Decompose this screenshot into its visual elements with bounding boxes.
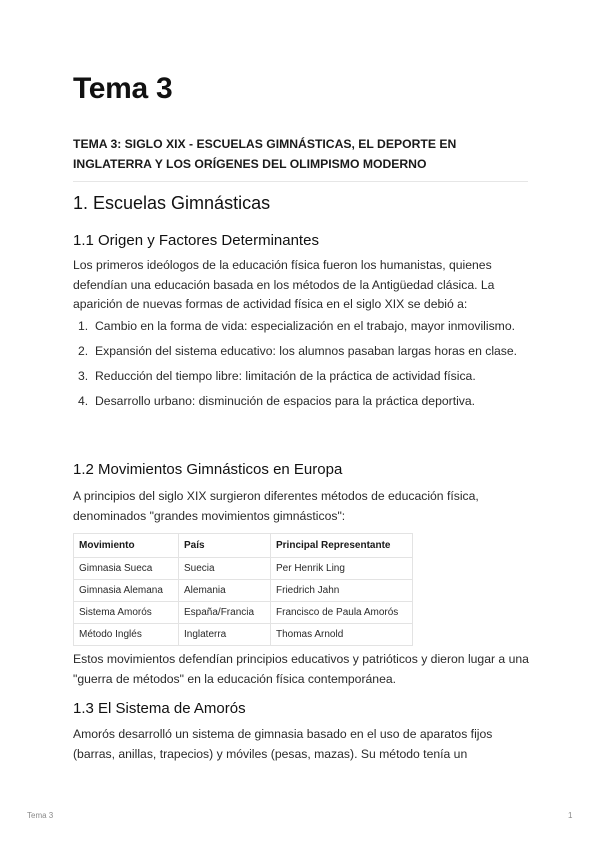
page-title: Tema 3 <box>73 72 173 105</box>
table-cell: Thomas Arnold <box>271 624 413 646</box>
table-cell: Francisco de Paula Amorós <box>271 602 413 624</box>
subsection-heading-origen: 1.1 Origen y Factores Determinantes <box>73 232 319 249</box>
table-row <box>74 580 413 602</box>
list-item: 3. Reducción del tiempo libre: limitación de la práctica de actividad física. <box>78 369 476 383</box>
section-heading-escuelas: 1. Escuelas Gimnásticas <box>73 193 271 213</box>
table-cell: Gimnasia Alemana <box>74 580 179 602</box>
table-row <box>74 624 413 646</box>
table-cell: Friedrich Jahn <box>271 580 413 602</box>
list-item: 2. Expansión del sistema educativo: los alumnos pasaban largas horas en clase. <box>78 344 518 358</box>
paragraph-movimientos: A principios del siglo XIX surgieron diferentes métodos de educación física, denominados "grandes movimientos gimnásticos": <box>73 489 479 523</box>
paragraph-origen: Los primeros ideólogos de la educación física fueron los humanistas, quienes defendían una educación basada en los métodos de la Antigüedad clásica. La aparición de nuevas formas de actividad física en el siglo XIX se debió a: <box>73 258 495 311</box>
list-item: 1. Cambio en la forma de vida: especialización en el trabajo, mayor inmovilismo. <box>78 319 515 333</box>
table-cell: Gimnasia Sueca <box>74 558 179 580</box>
table-header-representante: Principal Representante <box>271 534 413 558</box>
footer-page-number: 1 <box>568 811 573 820</box>
paragraph-guerra-metodos: Estos movimientos defendían principios educativos y patrióticos y dieron lugar a una "guerra de métodos" en la educación física contemporánea. <box>73 652 529 686</box>
table-cell: Alemania <box>179 580 271 602</box>
table-cell: Suecia <box>179 558 271 580</box>
footer-doc-title: Tema 3 <box>27 811 54 820</box>
page-subtitle: TEMA 3: SIGLO XIX - ESCUELAS GIMNÁSTICAS, EL DEPORTE EN INGLATERRA Y LOS ORÍGENES DEL OLIMPISMO MODERNO <box>73 134 528 182</box>
subsection-heading-movimientos: 1.2 Movimientos Gimnásticos en Europa <box>73 461 343 478</box>
paragraph-amoros: Amorós desarrolló un sistema de gimnasia basado en el uso de aparatos fijos (barras, anillas, trapecios) y móviles (pesas, mazas). Su método tenía un <box>73 727 493 761</box>
factors-list <box>73 317 529 417</box>
table-cell: Inglaterra <box>179 624 271 646</box>
movements-table <box>73 533 413 646</box>
list-item: 4. Desarrollo urbano: disminución de espacios para la práctica deportiva. <box>78 394 476 408</box>
table-cell: Método Inglés <box>74 624 179 646</box>
table-header-row <box>74 534 413 558</box>
table-row <box>74 558 413 580</box>
table-row <box>74 602 413 624</box>
table-cell: Sistema Amorós <box>74 602 179 624</box>
table-cell: Per Henrik Ling <box>271 558 413 580</box>
subsection-heading-amoros: 1.3 El Sistema de Amorós <box>73 700 246 717</box>
table-header-pais: País <box>179 534 271 558</box>
table-cell: España/Francia <box>179 602 271 624</box>
table-header-movimiento: Movimiento <box>74 534 179 558</box>
